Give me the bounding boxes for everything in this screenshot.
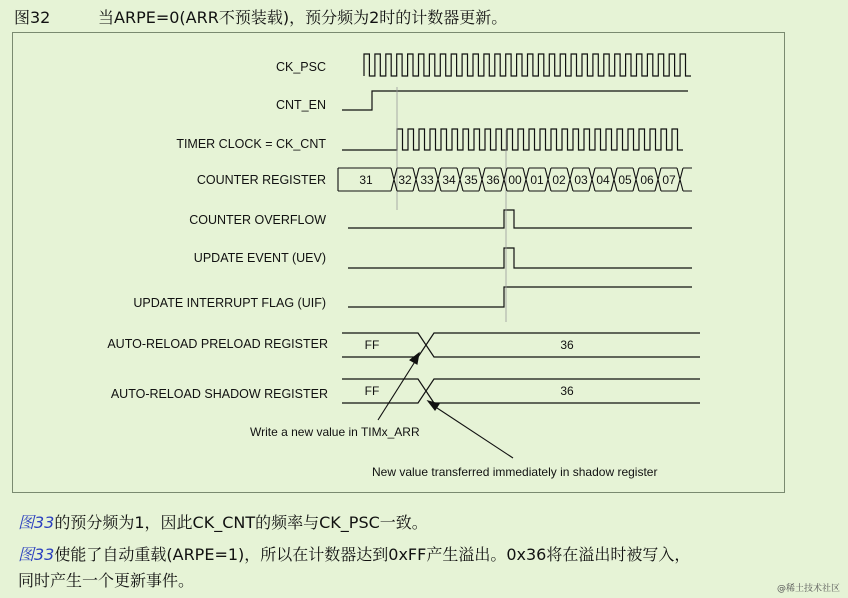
counter-value-04: 04 xyxy=(596,173,610,187)
counter-value-03: 03 xyxy=(574,173,588,187)
label-update-event: UPDATE EVENT (UEV) xyxy=(193,251,326,265)
counter-value-02: 02 xyxy=(552,173,566,187)
label-arr-shadow: AUTO-RELOAD SHADOW REGISTER xyxy=(110,387,328,401)
counter-register-bus xyxy=(338,168,692,191)
update-event-waveform xyxy=(348,248,692,268)
paragraph-3-text: 同时产生一个更新事件。 xyxy=(18,571,195,590)
label-cnt-en: CNT_EN xyxy=(275,98,326,112)
counter-value-01: 01 xyxy=(530,173,544,187)
write-arrow-head xyxy=(410,353,419,364)
counter-value-31: 31 xyxy=(359,173,373,187)
label-uif: UPDATE INTERRUPT FLAG (UIF) xyxy=(133,296,326,310)
figure-number: 图32 xyxy=(14,8,51,27)
counter-value-36: 36 xyxy=(486,173,500,187)
figure-link[interactable]: 图33 xyxy=(18,545,55,564)
paragraph-3 xyxy=(18,568,194,591)
preload-after-value: 36 xyxy=(560,338,574,352)
write-arrow-line xyxy=(378,360,416,420)
counter-value-06: 06 xyxy=(640,173,654,187)
paragraph-1-text: 的预分频为1，因此CK_CNT的频率与CK_PSC一致。 xyxy=(54,513,428,532)
counter-overflow-waveform xyxy=(348,210,692,228)
paragraph-2-text: 使能了自动重载(ARPE=1)，所以在计数器达到0xFF产生溢出。0x36将在溢出时被写入， xyxy=(54,545,691,564)
label-timer-clock: TIMER CLOCK = CK_CNT xyxy=(176,137,326,151)
counter-value-32: 32 xyxy=(398,173,412,187)
paragraph-1 xyxy=(18,510,428,533)
paragraph-2 xyxy=(18,542,690,565)
uif-waveform xyxy=(348,287,692,307)
cnt-en-waveform xyxy=(342,91,688,110)
figure-title: 当ARPE=0(ARR不预装载)，预分频为2时的计数器更新。 xyxy=(98,8,508,27)
label-arr-preload: AUTO-RELOAD PRELOAD REGISTER xyxy=(107,337,328,351)
transfer-arrow-line xyxy=(434,406,513,458)
preload-before-value: FF xyxy=(364,338,380,352)
counter-value-00: 00 xyxy=(508,173,522,187)
arr-shadow-bus xyxy=(342,379,700,403)
watermark: @稀土技术社区 xyxy=(776,584,840,594)
figure-link[interactable]: 图33 xyxy=(18,513,55,532)
counter-value-07: 07 xyxy=(662,173,676,187)
shadow-before-value: FF xyxy=(364,384,380,398)
counter-value-33: 33 xyxy=(420,173,434,187)
ck-psc-waveform xyxy=(364,54,691,76)
label-ck-psc: CK_PSC xyxy=(275,60,326,74)
counter-value-05: 05 xyxy=(618,173,632,187)
annotation-transferred: New value transferred immediately in shadow register xyxy=(372,465,658,479)
label-counter-register: COUNTER REGISTER xyxy=(196,173,326,187)
annotation-write: Write a new value in TIMx_ARR xyxy=(250,425,420,439)
arr-preload-bus xyxy=(342,333,700,357)
label-counter-overflow: COUNTER OVERFLOW xyxy=(189,213,326,227)
counter-value-34: 34 xyxy=(442,173,456,187)
timer-clock-waveform xyxy=(342,129,683,150)
counter-value-35: 35 xyxy=(464,173,478,187)
shadow-after-value: 36 xyxy=(560,384,574,398)
